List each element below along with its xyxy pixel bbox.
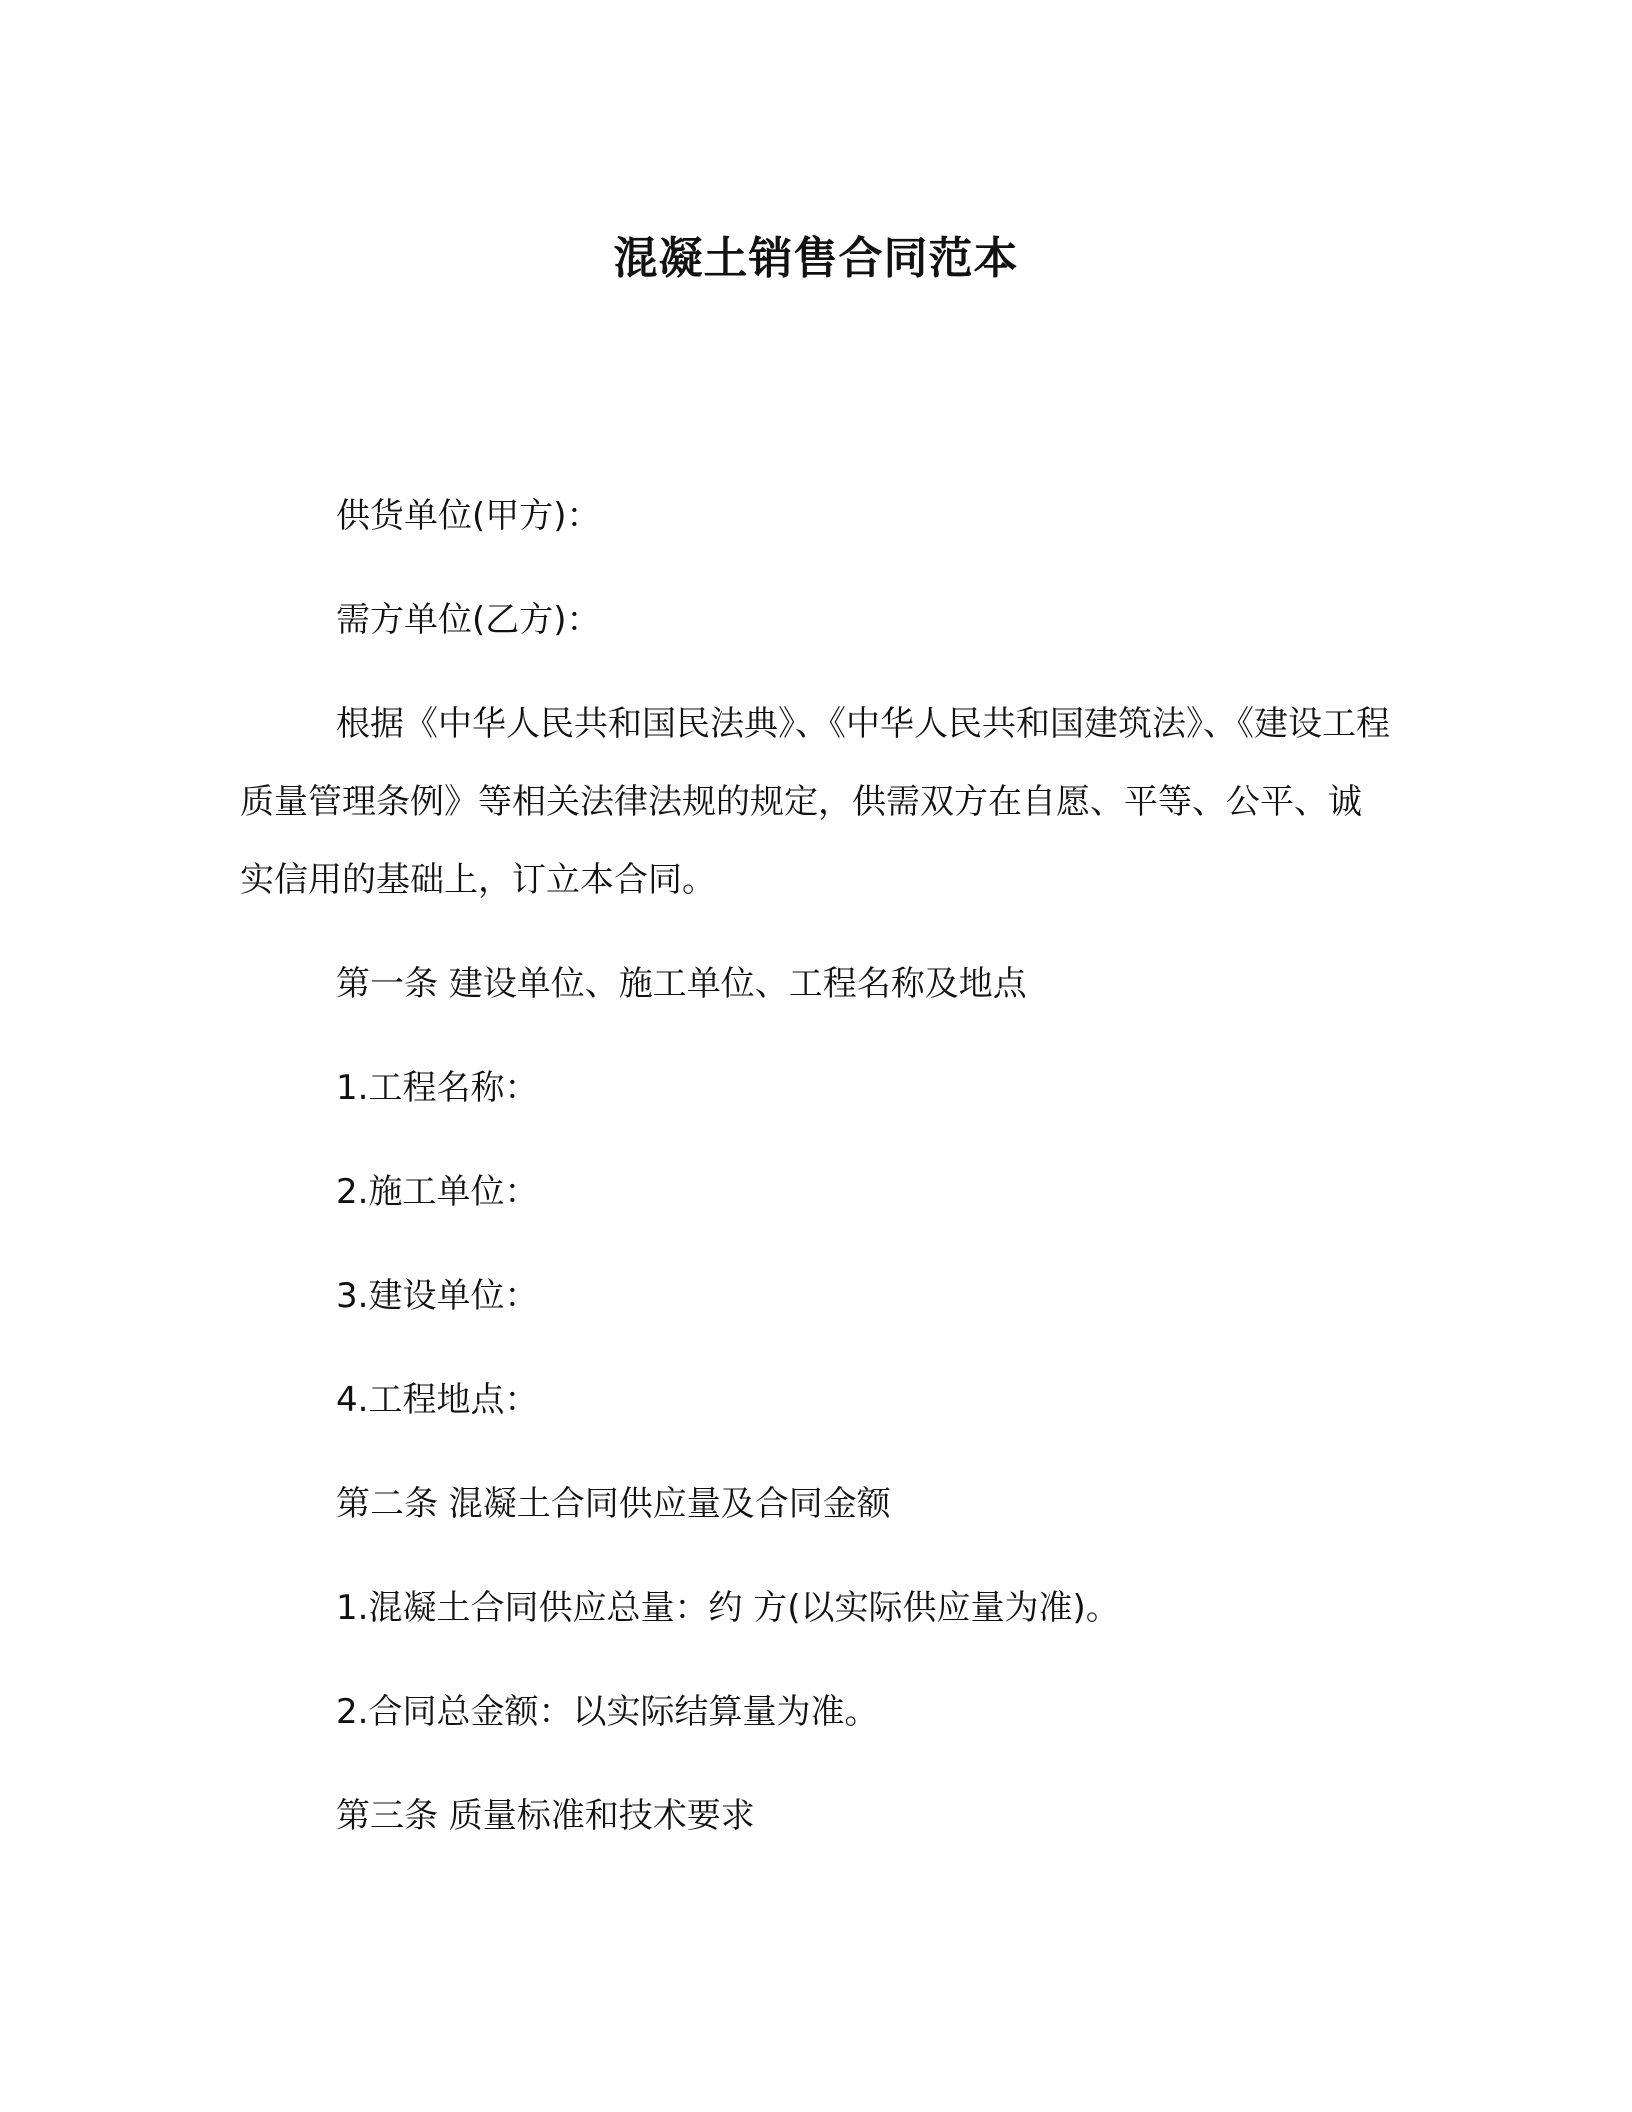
article-1-heading: 第一条 建设单位、施工单位、工程名称及地点 xyxy=(336,964,1027,1004)
project-name-line: 1.工程名称： xyxy=(336,1068,539,1108)
developer-unit-line: 3.建设单位： xyxy=(336,1276,539,1316)
document-title: 混凝土销售合同范本 xyxy=(613,233,1019,284)
contract-amount-line: 2.合同总金额：以实际结算量为准。 xyxy=(336,1692,879,1732)
construction-unit-line: 2.施工单位： xyxy=(336,1172,539,1212)
article-2-heading: 第二条 混凝土合同供应量及合同金额 xyxy=(336,1484,891,1524)
supply-volume-line: 1.混凝土合同供应总量：约 方(以实际供应量为准)。 xyxy=(336,1588,1120,1628)
buyer-line: 需方单位(乙方)： xyxy=(336,600,601,640)
project-location-line: 4.工程地点： xyxy=(336,1380,539,1420)
document-body xyxy=(240,490,1390,1894)
preamble-paragraph: 根据《中华人民共和国民法典》、《中华人民共和国建筑法》、《建设工程质量管理条例》等相关法律法规的规定，供需双方在自愿、平等、公平、诚实信用的基础上，订立本合同。 xyxy=(240,704,1390,900)
supplier-line: 供货单位(甲方)： xyxy=(336,496,601,536)
article-3-heading: 第三条 质量标准和技术要求 xyxy=(336,1796,755,1836)
